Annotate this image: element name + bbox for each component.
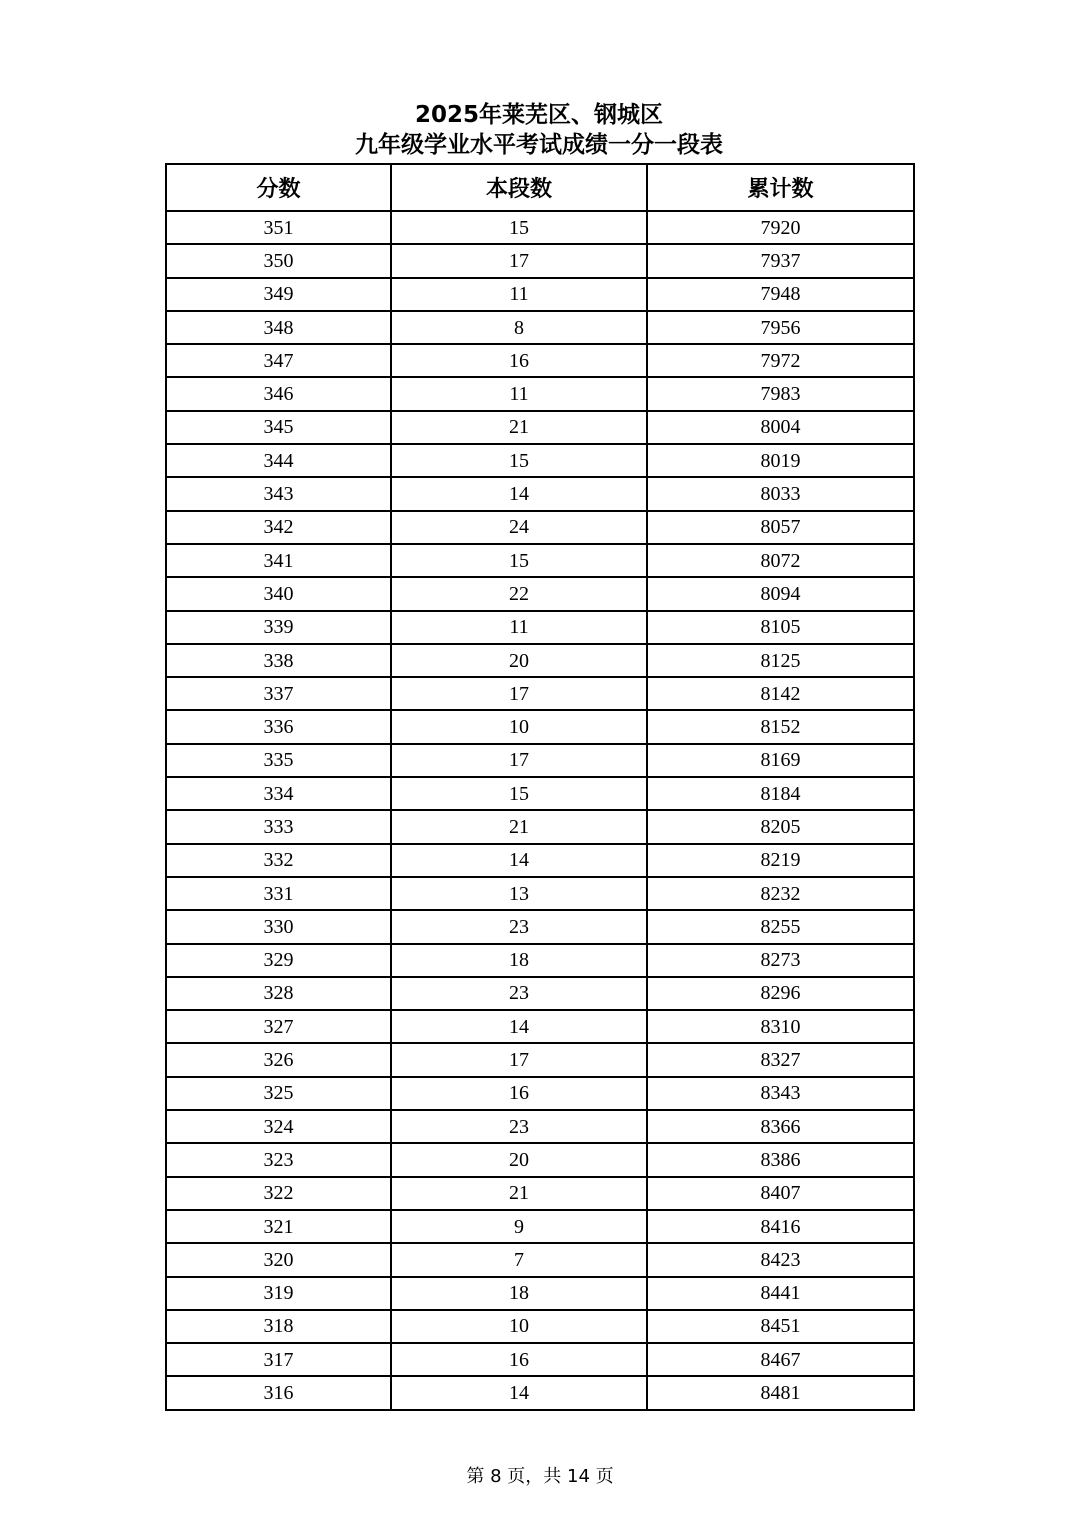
table-row [166,1077,914,1110]
cell-cumulative-count: 7972 [647,344,914,377]
cell-cumulative-count: 8152 [647,710,914,743]
cell-cumulative-count: 8033 [647,477,914,510]
cell-cumulative-count: 8273 [647,944,914,977]
cell-segment-count: 21 [391,411,647,444]
cell-cumulative-count: 8105 [647,611,914,644]
cell-segment-count: 21 [391,810,647,843]
cell-score: 317 [166,1343,391,1376]
table-row [166,544,914,577]
table-row [166,877,914,910]
cell-score: 335 [166,744,391,777]
cell-segment-count: 11 [391,611,647,644]
table-row [166,1243,914,1276]
cell-score: 345 [166,411,391,444]
table-row [166,1010,914,1043]
cell-cumulative-count: 8467 [647,1343,914,1376]
cell-score: 323 [166,1143,391,1176]
cell-segment-count: 17 [391,244,647,277]
table-row [166,810,914,843]
cell-score: 332 [166,844,391,877]
cell-cumulative-count: 8296 [647,977,914,1010]
cell-score: 347 [166,344,391,377]
cell-segment-count: 15 [391,444,647,477]
cell-score: 341 [166,544,391,577]
cell-score: 334 [166,777,391,810]
table-row [166,644,914,677]
cell-segment-count: 11 [391,377,647,410]
table-row [166,511,914,544]
table-header-row [166,164,914,211]
table-body [166,211,914,1410]
cell-cumulative-count: 7948 [647,278,914,311]
cell-score: 342 [166,511,391,544]
cell-cumulative-count: 8184 [647,777,914,810]
cell-segment-count: 22 [391,577,647,610]
cell-segment-count: 16 [391,1077,647,1110]
cell-segment-count: 20 [391,644,647,677]
cell-score: 339 [166,611,391,644]
table-row [166,477,914,510]
cell-score: 333 [166,810,391,843]
table-row [166,977,914,1010]
cell-segment-count: 14 [391,477,647,510]
cell-score: 325 [166,1077,391,1110]
table-row [166,311,914,344]
table-row [166,244,914,277]
cell-score: 326 [166,1043,391,1076]
table-row [166,444,914,477]
cell-cumulative-count: 7983 [647,377,914,410]
table-row [166,744,914,777]
cell-segment-count: 14 [391,844,647,877]
cell-cumulative-count: 8004 [647,411,914,444]
score-distribution-table [165,163,915,1411]
table-row [166,844,914,877]
cell-segment-count: 23 [391,910,647,943]
cell-cumulative-count: 8441 [647,1277,914,1310]
cell-segment-count: 23 [391,1110,647,1143]
cell-score: 344 [166,444,391,477]
table-row [166,278,914,311]
table-row [166,411,914,444]
table-row [166,377,914,410]
cell-score: 330 [166,910,391,943]
cell-cumulative-count: 8343 [647,1077,914,1110]
cell-score: 318 [166,1310,391,1343]
table-row [166,1143,914,1176]
cell-cumulative-count: 8169 [647,744,914,777]
table-row [166,611,914,644]
table-row [166,211,914,244]
table-row [166,710,914,743]
cell-score: 329 [166,944,391,977]
cell-segment-count: 13 [391,877,647,910]
cell-score: 351 [166,211,391,244]
cell-cumulative-count: 8423 [647,1243,914,1276]
cell-score: 340 [166,577,391,610]
cell-segment-count: 8 [391,311,647,344]
cell-segment-count: 20 [391,1143,647,1176]
cell-cumulative-count: 8386 [647,1143,914,1176]
cell-score: 338 [166,644,391,677]
table-row [166,944,914,977]
cell-score: 327 [166,1010,391,1043]
page-footer: 第 8 页，共 14 页 [466,1466,614,1487]
cell-cumulative-count: 7956 [647,311,914,344]
table-row [166,577,914,610]
cell-segment-count: 10 [391,1310,647,1343]
cell-segment-count: 15 [391,544,647,577]
cell-cumulative-count: 8142 [647,677,914,710]
table-row [166,1277,914,1310]
title-line-1: 2025年莱芜区、钢城区 [414,102,663,128]
cell-cumulative-count: 8232 [647,877,914,910]
cell-cumulative-count: 8019 [647,444,914,477]
cell-segment-count: 21 [391,1177,647,1210]
cell-score: 316 [166,1376,391,1409]
cell-segment-count: 15 [391,211,647,244]
table-row [166,1110,914,1143]
cell-cumulative-count: 8094 [647,577,914,610]
cell-score: 343 [166,477,391,510]
table-row [166,1177,914,1210]
cell-score: 348 [166,311,391,344]
cell-cumulative-count: 8310 [647,1010,914,1043]
cell-cumulative-count: 8057 [647,511,914,544]
cell-cumulative-count: 8407 [647,1177,914,1210]
table-row [166,677,914,710]
cell-segment-count: 18 [391,944,647,977]
table-row [166,1043,914,1076]
cell-score: 324 [166,1110,391,1143]
document-title [165,100,913,160]
cell-segment-count: 11 [391,278,647,311]
table-row [166,1210,914,1243]
table-row [166,1343,914,1376]
cell-cumulative-count: 8255 [647,910,914,943]
table-row [166,1376,914,1409]
cell-segment-count: 16 [391,1343,647,1376]
cell-score: 328 [166,977,391,1010]
cell-cumulative-count: 8451 [647,1310,914,1343]
cell-cumulative-count: 8327 [647,1043,914,1076]
cell-score: 350 [166,244,391,277]
cell-segment-count: 16 [391,344,647,377]
cell-cumulative-count: 8072 [647,544,914,577]
header-score: 分数 [166,164,391,211]
cell-segment-count: 10 [391,710,647,743]
cell-score: 337 [166,677,391,710]
table-row [166,777,914,810]
cell-segment-count: 15 [391,777,647,810]
cell-score: 349 [166,278,391,311]
cell-segment-count: 23 [391,977,647,1010]
title-line-2: 九年级学业水平考试成绩一分一段表 [355,132,723,158]
cell-cumulative-count: 7937 [647,244,914,277]
cell-cumulative-count: 7920 [647,211,914,244]
cell-segment-count: 9 [391,1210,647,1243]
cell-segment-count: 14 [391,1376,647,1409]
cell-segment-count: 7 [391,1243,647,1276]
cell-cumulative-count: 8219 [647,844,914,877]
cell-score: 322 [166,1177,391,1210]
cell-score: 346 [166,377,391,410]
header-cumulative-count: 累计数 [647,164,914,211]
cell-score: 336 [166,710,391,743]
cell-score: 319 [166,1277,391,1310]
table-row [166,910,914,943]
table-row [166,1310,914,1343]
cell-segment-count: 24 [391,511,647,544]
cell-cumulative-count: 8205 [647,810,914,843]
cell-score: 331 [166,877,391,910]
cell-segment-count: 17 [391,677,647,710]
cell-cumulative-count: 8481 [647,1376,914,1409]
cell-cumulative-count: 8366 [647,1110,914,1143]
cell-score: 320 [166,1243,391,1276]
cell-segment-count: 18 [391,1277,647,1310]
cell-score: 321 [166,1210,391,1243]
cell-cumulative-count: 8416 [647,1210,914,1243]
table-row [166,344,914,377]
header-segment-count: 本段数 [391,164,647,211]
cell-segment-count: 17 [391,744,647,777]
cell-segment-count: 17 [391,1043,647,1076]
cell-cumulative-count: 8125 [647,644,914,677]
cell-segment-count: 14 [391,1010,647,1043]
